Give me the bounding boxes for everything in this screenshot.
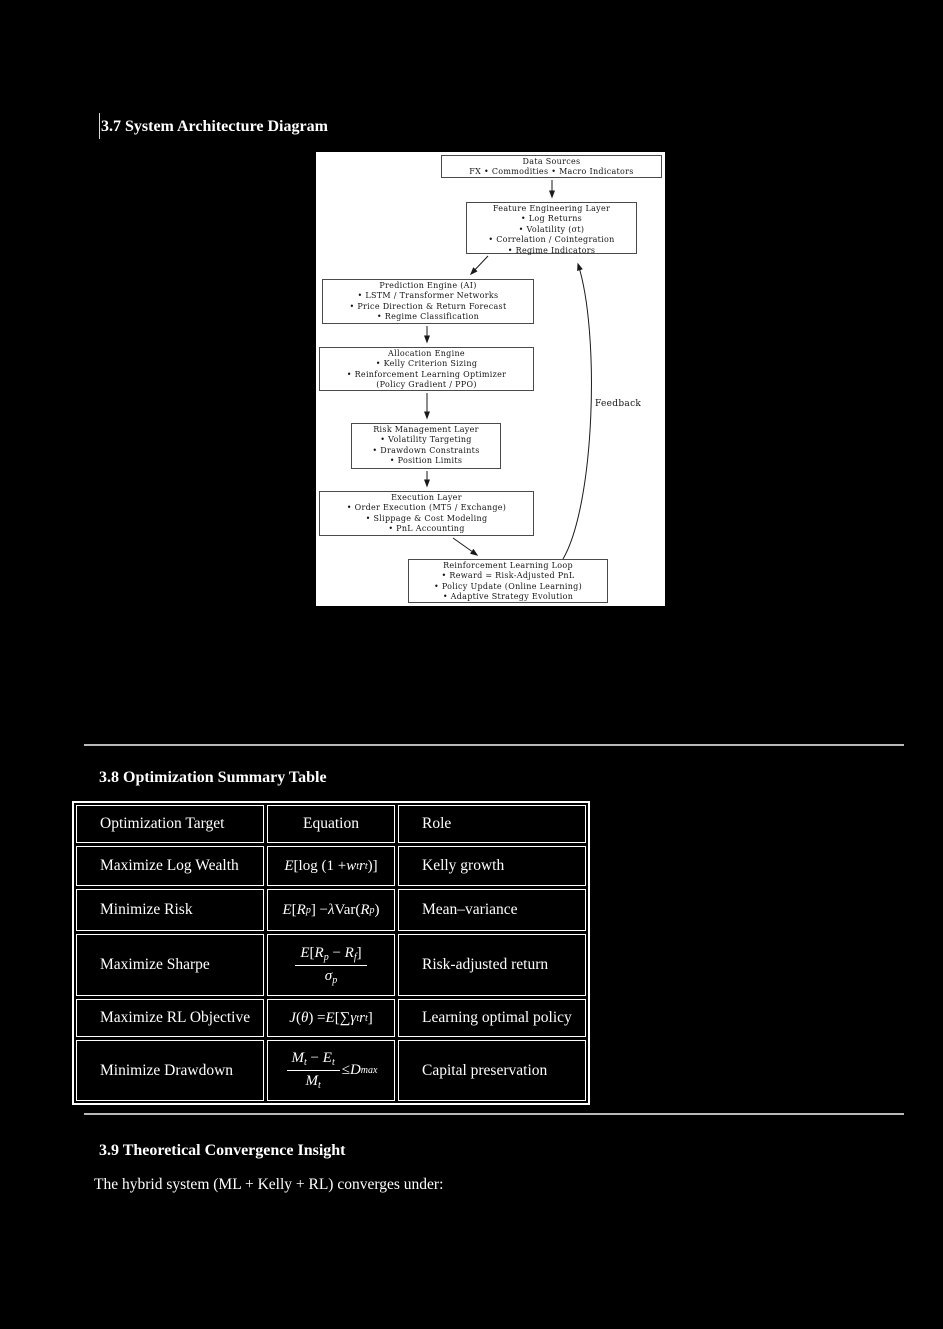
- node-title: Allocation Engine: [388, 349, 465, 358]
- text-cursor: [99, 113, 100, 139]
- table-cell-role: Learning optimal policy: [398, 999, 586, 1037]
- horizontal-rule: [84, 744, 904, 746]
- node-line: • Reinforcement Learning Optimizer: [346, 369, 507, 379]
- node-lines: [467, 214, 636, 256]
- table-cell-role: Kelly growth: [398, 846, 586, 886]
- equation-fraction: $\frac{M_t - E_t}{M_t}$: [287, 1050, 340, 1091]
- node-title: Feature Engineering Layer: [492, 204, 611, 213]
- node-title: Reinforcement Learning Loop: [443, 561, 573, 570]
- arrow-execution-to-rlloop: [453, 538, 477, 555]
- node-line: • Volatility Targeting: [380, 435, 472, 445]
- table-cell-role: Risk-adjusted return: [398, 934, 586, 996]
- section-heading-3-9: 3.9 Theoretical Convergence Insight: [99, 1142, 346, 1159]
- diagram-node-risk-management: [351, 423, 501, 469]
- paragraph-convergence: The hybrid system (ML + Kelly + RL) converges under:: [94, 1176, 444, 1193]
- table-cell-target: Maximize Log Wealth: [76, 846, 264, 886]
- section-heading-3-7: 3.7 System Architecture Diagram: [101, 118, 328, 135]
- diagram-node-allocation-engine: [319, 347, 534, 391]
- table-cell-target: Minimize Drawdown: [76, 1040, 264, 1101]
- node-lines: [320, 359, 533, 390]
- column-header-role: Role: [398, 805, 586, 843]
- feedback-arrow: [563, 264, 591, 559]
- node-lines: [409, 571, 607, 602]
- node-line: • Price Direction & Return Forecast: [349, 301, 507, 311]
- node-line: (Policy Gradient / PPO): [376, 380, 477, 390]
- node-title: Data Sources: [522, 157, 581, 166]
- optimization-summary-table: [72, 801, 590, 1105]
- node-line: • Regime Indicators: [507, 245, 596, 255]
- node-line: • Order Execution (MT5 / Exchange): [346, 503, 507, 513]
- diagram-node-execution-layer: [319, 491, 534, 536]
- table-cell-role: Capital preservation: [398, 1040, 586, 1101]
- column-header-target: Optimization Target: [76, 805, 264, 843]
- diagram-node-prediction-engine: [322, 279, 534, 324]
- node-title: Execution Layer: [391, 493, 462, 502]
- horizontal-rule: [84, 1113, 904, 1115]
- system-architecture-diagram[interactable]: [316, 152, 665, 606]
- node-line: • Correlation / Cointegration: [488, 235, 615, 245]
- node-line: • Position Limits: [389, 456, 463, 466]
- node-line: • Policy Update (Online Learning): [433, 581, 583, 591]
- node-lines: [442, 167, 661, 177]
- node-lines: [320, 503, 533, 534]
- node-title: Prediction Engine (AI): [379, 281, 477, 290]
- node-line: • Reward = Risk-Adjusted PnL: [441, 571, 575, 581]
- table-cell-target: Maximize Sharpe: [76, 934, 264, 996]
- table-cell-equation: $\frac{M_t - E_t}{M_t}$ ≤ D max: [267, 1040, 395, 1101]
- node-line: • Slippage & Cost Modeling: [365, 513, 488, 523]
- node-line: • Log Returns: [520, 214, 583, 224]
- node-line: • LSTM / Transformer Networks: [357, 291, 499, 301]
- node-line: • Drawdown Constraints: [372, 445, 480, 455]
- diagram-node-rl-loop: [408, 559, 608, 603]
- table-cell-equation: E [ R p ] − λ Var( R p ): [267, 889, 395, 931]
- node-lines: [352, 435, 500, 466]
- column-header-equation: Equation: [267, 805, 395, 843]
- section-heading-3-8: 3.8 Optimization Summary Table: [99, 769, 327, 786]
- equation-fraction: $\frac{E[R_p - R_f]}{\sigma_p}$: [295, 945, 366, 986]
- node-line: • Adaptive Strategy Evolution: [442, 592, 574, 602]
- node-line: • PnL Accounting: [388, 524, 465, 534]
- diagram-node-feature-engineering: [466, 202, 637, 254]
- node-title: Risk Management Layer: [373, 425, 479, 434]
- table-cell-target: Maximize RL Objective: [76, 999, 264, 1037]
- node-lines: [323, 291, 533, 322]
- feedback-label: Feedback: [595, 399, 642, 409]
- table-cell-target: Minimize Risk: [76, 889, 264, 931]
- node-line: • Volatility (σt): [518, 224, 585, 234]
- node-line: • Regime Classification: [376, 312, 480, 322]
- diagram-node-data-sources: [441, 155, 662, 178]
- table-grid: [76, 805, 586, 1101]
- node-line: FX • Commodities • Macro Indicators: [469, 167, 634, 177]
- table-cell-role: Mean–variance: [398, 889, 586, 931]
- node-line: • Kelly Criterion Sizing: [375, 359, 478, 369]
- arrow-feature-to-prediction: [471, 256, 488, 274]
- table-cell-equation: J ( θ ) = E [∑ γ t r t ]: [267, 999, 395, 1037]
- table-cell-equation: E [log ( 1 + w t r t )]: [267, 846, 395, 886]
- table-cell-equation: [267, 934, 395, 996]
